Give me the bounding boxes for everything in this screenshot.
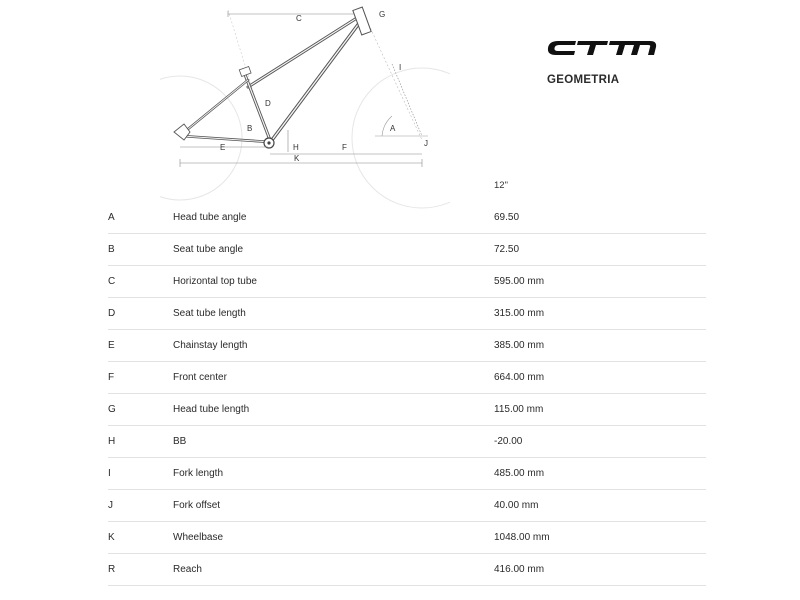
row-value: 115.00 mm	[494, 394, 706, 426]
table-row	[108, 554, 706, 586]
row-code: A	[108, 202, 173, 234]
page-subtitle: GEOMETRIA	[547, 74, 620, 86]
row-label: Fork length	[173, 458, 494, 490]
label-h: H	[293, 143, 299, 152]
table-row	[108, 362, 706, 394]
down-tube-inner	[272, 22, 360, 140]
label-i: I	[399, 63, 402, 72]
bike-geometry-diagram	[160, 0, 450, 210]
row-label: Head tube angle	[173, 202, 494, 234]
row-label: Fork offset	[173, 490, 494, 522]
row-value: 315.00 mm	[494, 298, 706, 330]
row-code: D	[108, 298, 173, 330]
chain-stay-inner	[182, 136, 270, 142]
table-row	[108, 202, 706, 234]
row-code: I	[108, 458, 173, 490]
label-j: J	[424, 139, 428, 148]
row-label: Chainstay length	[173, 330, 494, 362]
row-code: B	[108, 234, 173, 266]
label-b: B	[247, 124, 253, 133]
table-row	[108, 298, 706, 330]
table-row	[108, 330, 706, 362]
row-code: K	[108, 522, 173, 554]
label-c: C	[296, 14, 302, 23]
table-row	[108, 394, 706, 426]
label-f: F	[342, 143, 347, 152]
row-value: 664.00 mm	[494, 362, 706, 394]
row-code: F	[108, 362, 173, 394]
label-k: K	[294, 154, 300, 163]
label-a: A	[390, 124, 396, 133]
table-row	[108, 426, 706, 458]
seat-clamp	[239, 66, 251, 76]
row-label: BB	[173, 426, 494, 458]
bottom-bracket-center	[267, 141, 270, 144]
row-code: C	[108, 266, 173, 298]
table-row	[108, 522, 706, 554]
row-label: Head tube length	[173, 394, 494, 426]
row-code: R	[108, 554, 173, 586]
table-row	[108, 458, 706, 490]
row-label: Reach	[173, 554, 494, 586]
row-label: Wheelbase	[173, 522, 494, 554]
row-code: E	[108, 330, 173, 362]
row-value: 385.00 mm	[494, 330, 706, 362]
row-code: H	[108, 426, 173, 458]
top-tube-inner	[248, 16, 360, 87]
row-value: 1048.00 mm	[494, 522, 706, 554]
row-label: Horizontal top tube	[173, 266, 494, 298]
geometry-table	[108, 202, 706, 586]
front-wheel-outline	[352, 68, 450, 208]
table-row	[108, 234, 706, 266]
table-row	[108, 490, 706, 522]
row-label: Seat tube length	[173, 298, 494, 330]
label-e: E	[220, 143, 226, 152]
row-value: -20.00	[494, 426, 706, 458]
row-value: 40.00 mm	[494, 490, 706, 522]
fork-line	[392, 64, 422, 136]
row-value: 485.00 mm	[494, 458, 706, 490]
row-code: J	[108, 490, 173, 522]
size-column-header: 12"	[494, 180, 508, 191]
row-value: 416.00 mm	[494, 554, 706, 586]
table-row	[108, 266, 706, 298]
head-tube	[353, 7, 371, 35]
row-label: Seat tube angle	[173, 234, 494, 266]
label-g: G	[379, 10, 386, 19]
row-value: 69.50	[494, 202, 706, 234]
row-value: 595.00 mm	[494, 266, 706, 298]
ctm-logo-icon	[546, 38, 658, 58]
seat-stay-inner	[182, 80, 248, 134]
row-label: Front center	[173, 362, 494, 394]
row-code: G	[108, 394, 173, 426]
label-d: D	[265, 99, 271, 108]
brand-logo	[546, 38, 658, 58]
row-value: 72.50	[494, 234, 706, 266]
